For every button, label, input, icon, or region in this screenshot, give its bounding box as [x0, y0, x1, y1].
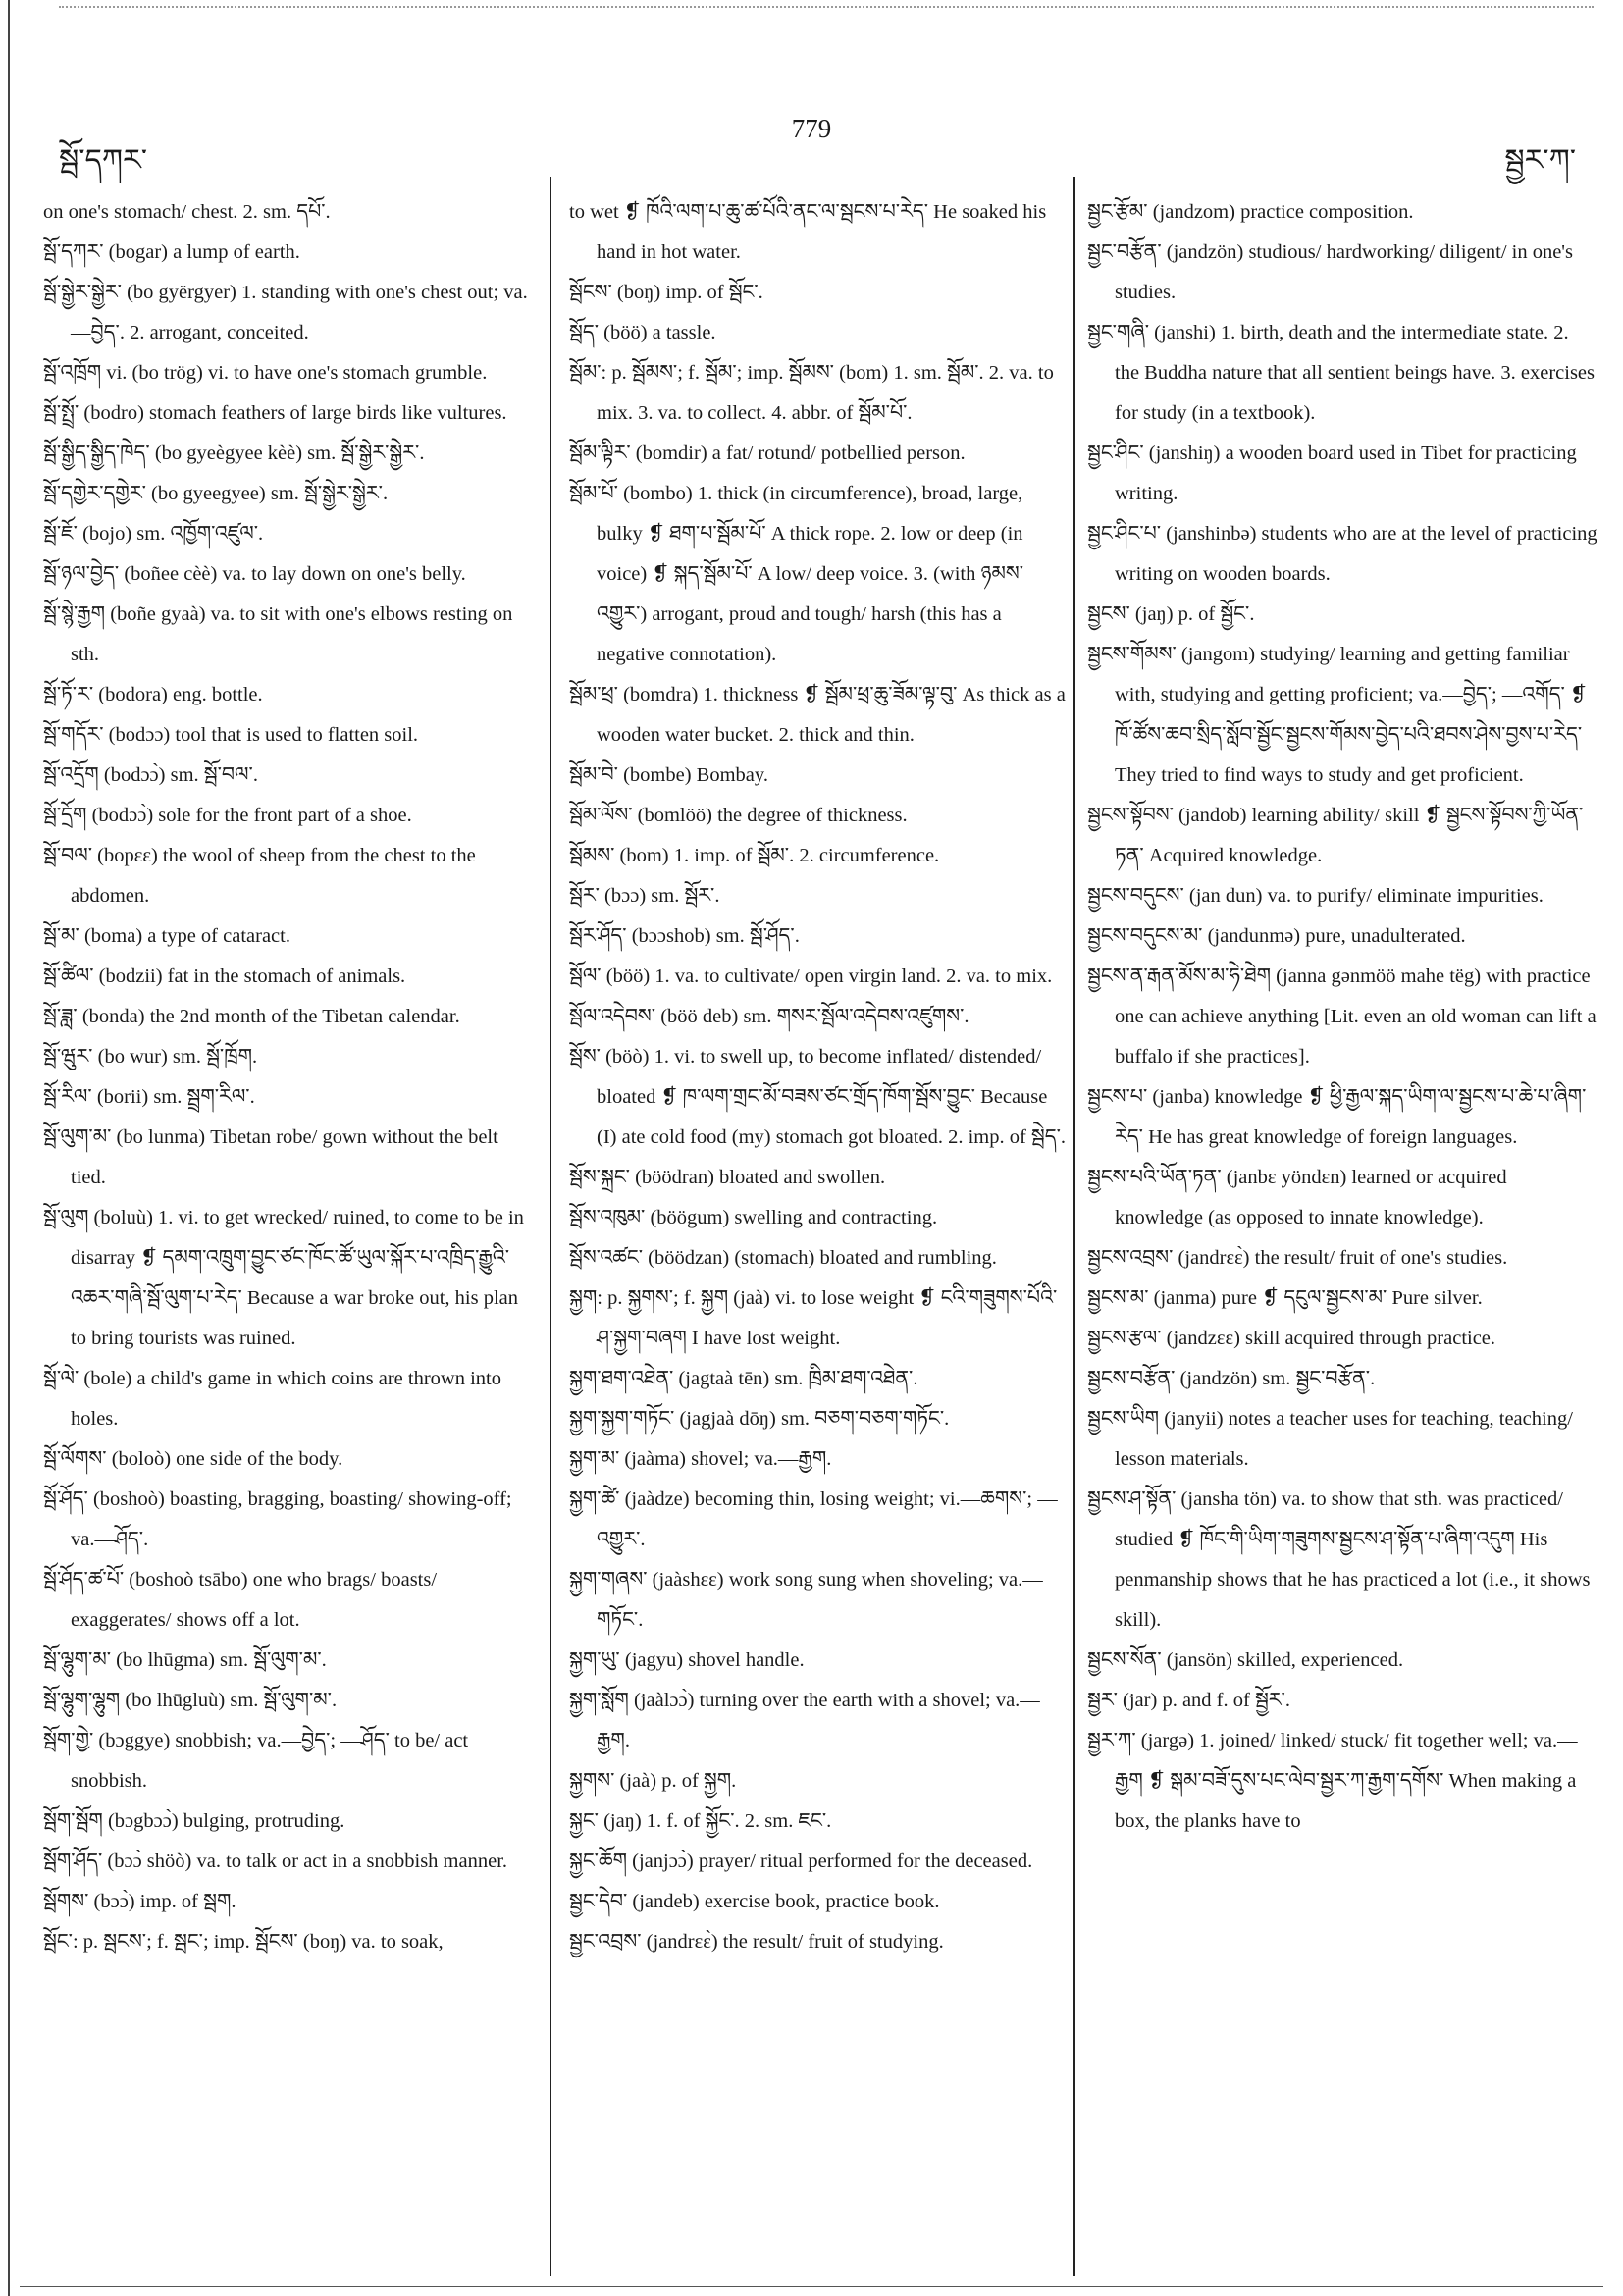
dictionary-entry: སྦོ་ཉལ་བྱེད་ (boñee cèè) va. to lay down on one's belly.: [43, 563, 466, 585]
dictionary-entry: སྦྱང་འབྲས་ (jandrɛɛ̀) the result/ fruit of studying.: [569, 1931, 944, 1953]
dictionary-entry: སྦོ་ལྷུག་ལྷུག (bo lhūgluù) sm. སྦོ་ལུག་མ་.: [43, 1690, 338, 1711]
dictionary-entry: སྐྱང་ (jaŋ) 1. f. of སྐྱོང་. 2. sm. ཇང་.: [569, 1810, 832, 1832]
dictionary-entry: སྦོས་སྐྲང་ (böödran) bloated and swollen.: [569, 1167, 886, 1188]
right-guide-word: སྦྱར་ཀ་: [1504, 144, 1576, 177]
column-3: [1087, 192, 1597, 1842]
dictionary-entry: སྦོ་ལོགས་ (boloò) one side of the body.: [43, 1448, 343, 1470]
dictionary-entry: སྐྱག་ཐག་འཐེན་ (jagtaà tēn) sm. ཁྲིམ་ཐག་འཐེན་.: [569, 1368, 918, 1389]
dictionary-entry: སྦྱང་དེབ་ (jandeb) exercise book, practice book.: [569, 1891, 940, 1912]
dictionary-entry: སྦྱངས་གོམས་ (jangom) studying/ learning and getting familiar with, studying and getting proficient; va.—བྱེད་; —འགོད་ ❡ ཁོ་ཚོས་ཆབ་སྲིད་སློབ་སྦྱོང་སྦྱངས་གོམས་བྱེད་པའི་ཐབས་ཤེས་བྱས་པ་རེད་ They tried to find ways to study and get proficient.: [1087, 644, 1588, 786]
dictionary-entry: སྦོམ་བེ་ (bombe) Bombay.: [569, 764, 768, 786]
dictionary-entry: སྦོ་འདྲོག (bodɔɔ̀) sm. སྦོ་བལ་.: [43, 764, 258, 786]
dictionary-entry: སྦྱངས་ (jaŋ) p. of སྦྱོང་.: [1087, 603, 1255, 625]
dictionary-entry: སྦྱངས་བརྩོན་ (jandzön) sm. སྦྱང་བརྩོན་.: [1087, 1368, 1376, 1389]
bottom-border: [20, 2286, 1603, 2287]
dictionary-entry: སྦོག་སྦོག (bɔgbɔɔ̀) bulging, protruding.: [43, 1810, 345, 1832]
column-divider: [1073, 177, 1075, 2276]
column-2: [569, 192, 1072, 1962]
dictionary-entry: སྦོ་ཝུར་ (bo wur) sm. སྦོ་ཁྲོག.: [43, 1046, 258, 1068]
dictionary-entry: སྦོད་ (böö) a tassle.: [569, 322, 716, 343]
dictionary-entry: to wet ❡ ཁོའི་ལག་པ་ཆུ་ཚ་པོའི་ནང་ལ་སྦངས་པ་རེད་ He soaked his hand in hot water.: [569, 201, 1047, 263]
dictionary-entry: སྦོགས་ (bɔɔ̀) imp. of སྦག.: [43, 1891, 236, 1912]
dictionary-entry: སྦོས་འཁུམ་ (böögum) swelling and contracting.: [569, 1207, 938, 1228]
dictionary-entry: སྦོས་འཚང་ (böödzan) (stomach) bloated and rumbling.: [569, 1247, 997, 1269]
dictionary-entry: སྦོ་འཁྲོག vi. (bo trög) vi. to have one's stomach grumble.: [43, 362, 488, 384]
dictionary-entry: སྦོ་ཚིལ་ (bodzii) fat in the stomach of animals.: [43, 965, 406, 987]
dictionary-entry: སྦྱང་བརྩོན་ (jandzön) studious/ hardworking/ diligent/ in one's studies.: [1087, 241, 1573, 303]
column-1: [43, 192, 534, 1962]
dictionary-entry: སྦོ་ལུག་མ་ (bo lunma) Tibetan robe/ gown without the belt tied.: [43, 1126, 498, 1188]
dictionary-entry: སྦོ་དཀར་ (bogar) a lump of earth.: [43, 241, 300, 263]
dictionary-entry: སྦོ་སྤྲོ་ (bodro) stomach feathers of large birds like vultures.: [43, 402, 507, 424]
dictionary-entry: སྐྱག་སློག (jaàlɔɔ̀) turning over the earth with a shovel; va.—རྒྱག.: [569, 1690, 1040, 1751]
dictionary-entry: སྦོམས་ (bom) 1. imp. of སྦོམ་. 2. circumference.: [569, 845, 940, 866]
dictionary-entry: སྦོམ་ཕྲ་ (bomdra) 1. thickness ❡ སྦོམ་ཕྲ་ཆུ་ཟོམ་ལྟ་བུ་ As thick as a wooden water bucket. 2. thick and thin.: [569, 684, 1066, 746]
dictionary-entry: སྦྱངས་མ་ (janma) pure ❡ དངུལ་སྦྱངས་མ་ Pure silver.: [1087, 1287, 1483, 1309]
dictionary-entry: སྦོ་ཤོད་ཚ་པོ་ (boshoò tsābo) one who brags/ boasts/ exaggerates/ shows off a lot.: [43, 1569, 438, 1631]
dictionary-entry: སྦོར་ཤོད་ (bɔɔshob) sm. སྦོ་ཤོད་.: [569, 925, 800, 947]
dictionary-entry: སྦོ་ལེ་ (bole) a child's game in which coins are thrown into holes.: [43, 1368, 501, 1430]
dictionary-entry: སྦྱངས་པ་ (janba) knowledge ❡ ཕྱི་རྒྱལ་སྐད་ཡིག་ལ་སྦྱངས་པ་ཆེ་པ་ཞིག་རེད་ He has great knowledge of foreign languages.: [1087, 1086, 1587, 1148]
page-header: [0, 108, 1623, 177]
dictionary-entry: སྦྱངས་ན་རྒན་མོས་མ་ཧེ་ཐེག (janna gənmöö mahe tëg) with practice one can achieve anything [Lit. even an old woman can lift a buffalo if she practices].: [1087, 965, 1597, 1068]
dictionary-entry: སྦྱར་ཀ་ (jargə) 1. joined/ linked/ stuck/ fit together well; va.—རྒྱག ❡ སྒམ་བཟོ་དུས་པང་ལེབ་སྦྱར་ཀ་རྒྱག་དགོས་ When making a box, the planks have to: [1087, 1730, 1578, 1832]
dictionary-entry: སྐྱག་གཞས་ (jaàshɛɛ) work song sung when shoveling; va.—གཏོང་.: [569, 1569, 1043, 1631]
dictionary-entry: on one's stomach/ chest. 2. sm. དཔོ་.: [43, 201, 331, 223]
dictionary-entry: སྦོ་སྙེ་རྒྱག (boñe gyaà) va. to sit with one's elbows resting on sth.: [43, 603, 513, 665]
dictionary-entry: སྦོར་ (bɔɔ) sm. སྦོར་.: [569, 885, 720, 907]
dictionary-entry: སྦྱངས་ཡིག (janyii) notes a teacher uses for teaching, teaching/ lesson materials.: [1087, 1408, 1573, 1470]
dictionary-entry: སྦྱར་ (jar) p. and f. of སྦྱོར་.: [1087, 1690, 1290, 1711]
dictionary-entry: སྦོལ་ (böö) 1. va. to cultivate/ open virgin land. 2. va. to mix.: [569, 965, 1053, 987]
dictionary-entry: སྐྱགས་ (jaà) p. of སྐྱག.: [569, 1770, 737, 1792]
dictionary-entry: སྦྱངས་སྟོབས་ (jandob) learning ability/ skill ❡ སྦྱངས་སྟོབས་ཀྱི་ཡོན་ཏན་ Acquired knowledge.: [1087, 805, 1584, 866]
dictionary-entry: སྦྱངས་འབྲས་ (jandrɛɛ̀) the result/ fruit of one's studies.: [1087, 1247, 1508, 1269]
dictionary-entry: སྦོང་: p. སྦངས་; f. སྦང་; imp. སྦོངས་ (boŋ) va. to soak,: [43, 1931, 444, 1953]
dictionary-entry: སྐྱག་སྐྱག་གཏོང་ (jagjaà dōŋ) sm. བཅག་བཅག་གཏོང་.: [569, 1408, 950, 1430]
dictionary-entry: སྦྱང་རྩོམ་ (jandzom) practice composition.: [1087, 201, 1414, 223]
dictionary-entry: སྦྱང་གཞི་ (janshi) 1. birth, death and the intermediate state. 2. the Buddha nature that all sentient beings have. 3. exercises for study (in a textbook).: [1087, 322, 1595, 424]
dictionary-entry: སྦོ་དྲོག (bodɔɔ̀) sole for the front part of a shoe.: [43, 805, 412, 826]
dictionary-entry: སྦོ་ཇོ་ (bojo) sm. འཁྱོག་འཛུལ་.: [43, 523, 264, 545]
dictionary-entry: སྐྱག: p. སྐྱགས་; f. སྐྱག (jaà) vi. to lose weight ❡ ངའི་གཟུགས་པོའི་ཤ་སྐྱག་བཞག I have lost weight.: [569, 1287, 1058, 1349]
dictionary-entry: སྦོམ་ལྟིར་ (bomdir) a fat/ rotund/ potbellied person.: [569, 443, 966, 464]
dictionary-entry: སྦོ་བལ་ (bopɛɛ) the wool of sheep from the chest to the abdomen.: [43, 845, 476, 907]
dictionary-entry: སྦོངས་ (boŋ) imp. of སྦོང་.: [569, 282, 763, 303]
dictionary-entry: སྦོམ་: p. སྦོམས་; f. སྦོམ་; imp. སྦོམས་ (bom) 1. sm. སྦོམ་. 2. va. to mix. 3. va. to collect. 4. abbr. of སྦོམ་པོ་.: [569, 362, 1054, 424]
dictionary-entry: སྦྱངས་བདུངས་ (jan dun) va. to purify/ eliminate impurities.: [1087, 885, 1544, 907]
dictionary-entry: སྦོ་མ་ (boma) a type of cataract.: [43, 925, 290, 947]
dictionary-entry: སྦོག་གྱེ་ (bɔggye) snobbish; va.—བྱེད་; —ཤོད་ to be/ act snobbish.: [43, 1730, 469, 1792]
dictionary-entry: སྐྱག་ཚེ་ (jaàdze) becoming thin, losing weight; vi.—ཆགས་; —འགྱུར་.: [569, 1488, 1058, 1550]
dictionary-entry: སྦོམ་ལོས་ (bomlöö) the degree of thickness.: [569, 805, 908, 826]
dictionary-entry: སྦོག་ཤོད་ (bɔɔ̀ shöò) va. to talk or act in a snobbish manner.: [43, 1851, 508, 1872]
dictionary-entry: སྦོ་ཏོ་ར་ (bodora) eng. bottle.: [43, 684, 263, 705]
dictionary-entry: སྦོལ་འདེབས་ (böö deb) sm. གསར་སྦོལ་འདེབས་འཛུགས་.: [569, 1006, 969, 1027]
top-border: [59, 6, 1594, 8]
dictionary-entry: སྦོ་ཤོད་ (boshoò) boasting, bragging, boasting/ showing-off; va.—ཤོད་.: [43, 1488, 512, 1550]
dictionary-entry: སྦོ་དགྱེར་དགྱེར་ (bo gyeegyee) sm. སྦོ་སྒྱེར་སྒྱེར་.: [43, 483, 389, 504]
page-number: 779: [791, 114, 832, 143]
dictionary-entry: སྦྱང་ཤིང་པ་ (janshinbə) students who are at the level of practicing writing on wooden boards.: [1087, 523, 1597, 585]
dictionary-entry: སྦྱང་ཤིང་ (janshiŋ) a wooden board used in Tibet for practicing writing.: [1087, 443, 1577, 504]
dictionary-entry: སྦྱངས་པའི་ཡོན་ཏན་ (janbɛ yöndɛn) learned or acquired knowledge (as opposed to innate knowledge).: [1087, 1167, 1507, 1228]
left-edge: [8, 0, 10, 2296]
dictionary-entry: སྦོ་གདོར་ (bodɔɔ) tool that is used to flatten soil.: [43, 724, 419, 746]
dictionary-entry: སྦོམ་པོ་ (bombo) 1. thick (in circumference), broad, large, bulky ❡ ཐག་པ་སྦོམ་པོ་ A thick rope. 2. low or deep (in voice) ❡ སྐད་སྦོམ་པོ་ A low/ deep voice. 3. (with ཉམས་འགྱུར་) arrogant, proud and tough/ harsh (this has a negative connotation).: [569, 483, 1023, 665]
dictionary-entry: སྐྱང་ཆོག (janjɔɔ̀) prayer/ ritual performed for the deceased.: [569, 1851, 1033, 1872]
dictionary-entry: སྦོ་ལྷུག་མ་ (bo lhūgma) sm. སྦོ་ལུག་མ་.: [43, 1649, 327, 1671]
dictionary-entry: སྦོ་རིལ་ (borii) sm. སྦྲག་རིལ་.: [43, 1086, 255, 1108]
left-guide-word: སྦོ་དཀར་: [59, 144, 148, 177]
dictionary-entry: སྦོ་སྒྱེར་སྒྱེར་ (bo gyërgyer) 1. standing with one's chest out; va.—བྱེད་. 2. arrogant, conceited.: [43, 282, 528, 343]
dictionary-entry: སྦོས་ (böò) 1. vi. to swell up, to become inflated/ distended/ bloated ❡ ཁ་ལག་གྲང་མོ་བཟས་ཙང་གྲོད་ཁོག་སྦོས་བྱུང་ Because (I) ate cold food (my) stomach got bloated. 2. imp. of སྦེད་.: [569, 1046, 1067, 1148]
dictionary-entry: སྦྱངས་ཤ་སྟོན་ (jansha tön) va. to show that sth. was practiced/ studied ❡ ཁོང་གི་ཡིག་གཟུགས་སྦྱངས་ཤ་སྟོན་པ་ཞིག་འདུག His penmanship shows that he has practiced a lot (i.e., it shows skill).: [1087, 1488, 1591, 1631]
dictionary-entry: སྐྱག་མ་ (jaàma) shovel; va.—རྒྱག.: [569, 1448, 832, 1470]
dictionary-entry: སྦོ་ཟླ་ (bonda) the 2nd month of the Tibetan calendar.: [43, 1006, 460, 1027]
dictionary-entry: སྐྱག་ཡུ་ (jagyu) shovel handle.: [569, 1649, 805, 1671]
dictionary-entry: སྦོ་ལུག (boluù) 1. vi. to get wrecked/ ruined, to come to be in disarray ❡ དམག་འཁྲུག་བྱུང་ཙང་ཁོང་ཚོ་ཡུལ་སྐོར་པ་འཁྲིད་རྒྱུའི་འཆར་གཞི་སྦོ་ལུག་པ་རེད་ Because a war broke out, his plan to bring tourists was ruined.: [43, 1207, 524, 1349]
dictionary-entry: སྦྱངས་རྩལ་ (jandzɛɛ) skill acquired through practice.: [1087, 1328, 1496, 1349]
dictionary-entry: སྦོ་སྒྱིད་སྒྱིད་ཁེད་ (bo gyeègyee kèè) sm. སྦོ་སྒྱེར་སྒྱེར་.: [43, 443, 425, 464]
dictionary-entry: སྦྱངས་སོན་ (jansön) skilled, experienced.: [1087, 1649, 1404, 1671]
column-divider: [550, 177, 551, 2276]
dictionary-entry: སྦྱངས་བདུངས་མ་ (jandunmə) pure, unadulterated.: [1087, 925, 1466, 947]
